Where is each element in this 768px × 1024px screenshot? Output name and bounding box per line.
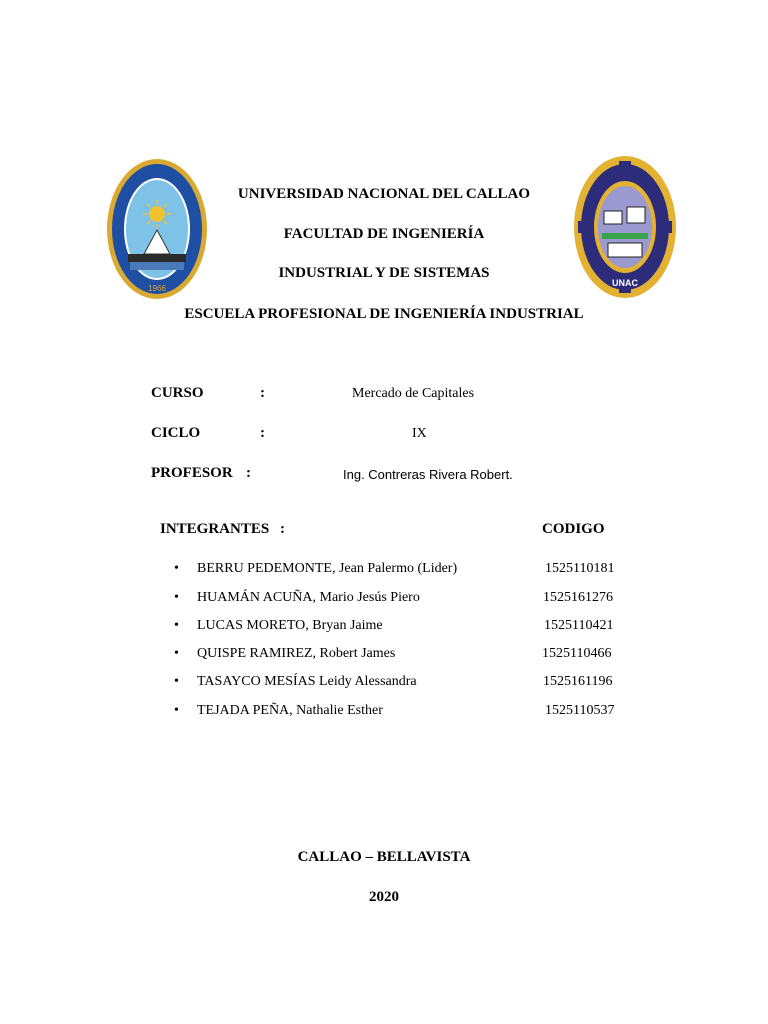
member-name: HUAMÁN ACUÑA, Mario Jesús Piero <box>197 590 420 605</box>
list-bullet: • <box>174 703 179 718</box>
list-bullet: • <box>174 618 179 633</box>
member-code: 1525110421 <box>544 618 614 633</box>
list-bullet: • <box>174 590 179 605</box>
integrantes-label: INTEGRANTES <box>160 521 270 537</box>
member-code: 1525161196 <box>543 674 613 689</box>
seal-year-text: 1966 <box>148 284 166 293</box>
member-code: 1525110181 <box>545 561 615 576</box>
integrantes-colon: : <box>280 521 285 537</box>
list-bullet: • <box>174 674 179 689</box>
faculty-title: FACULTAD DE INGENIERÍA <box>283 226 485 242</box>
member-name: TEJADA PEÑA, Nathalie Esther <box>197 703 383 718</box>
member-code: 1525110537 <box>545 703 615 718</box>
profesor-value: Ing. Contreras Rivera Robert. <box>343 467 513 482</box>
school-title: ESCUELA PROFESIONAL DE INGENIERÍA INDUSTRIAL <box>184 306 584 322</box>
member-name: QUISPE RAMIREZ, Robert James <box>197 646 396 661</box>
university-title: UNIVERSIDAD NACIONAL DEL CALLAO <box>237 186 531 202</box>
seal-unac-text: UNAC <box>612 278 638 288</box>
profesor-colon: : <box>246 465 251 481</box>
member-name: BERRU PEDEMONTE, Jean Palermo (Lider) <box>197 561 458 576</box>
curso-colon: : <box>260 385 265 401</box>
profesor-label: PROFESOR <box>151 465 233 481</box>
list-bullet: • <box>174 561 179 576</box>
member-name: TASAYCO MESÍAS Leidy Alessandra <box>197 674 417 689</box>
curso-value: Mercado de Capitales <box>352 386 475 401</box>
curso-label: CURSO <box>151 385 204 401</box>
ciclo-value: IX <box>412 426 427 441</box>
ciclo-colon: : <box>260 425 265 441</box>
year-text: 2020 <box>369 889 399 905</box>
codigo-label: CODIGO <box>542 521 605 537</box>
member-code: 1525110466 <box>542 646 612 661</box>
ciclo-label: CICLO <box>151 425 201 441</box>
list-bullet: • <box>174 646 179 661</box>
department-title: INDUSTRIAL Y DE SISTEMAS <box>278 265 490 281</box>
member-name: LUCAS MORETO, Bryan Jaime <box>197 618 383 633</box>
member-code: 1525161276 <box>543 590 613 605</box>
city-text: CALLAO – BELLAVISTA <box>297 849 471 865</box>
